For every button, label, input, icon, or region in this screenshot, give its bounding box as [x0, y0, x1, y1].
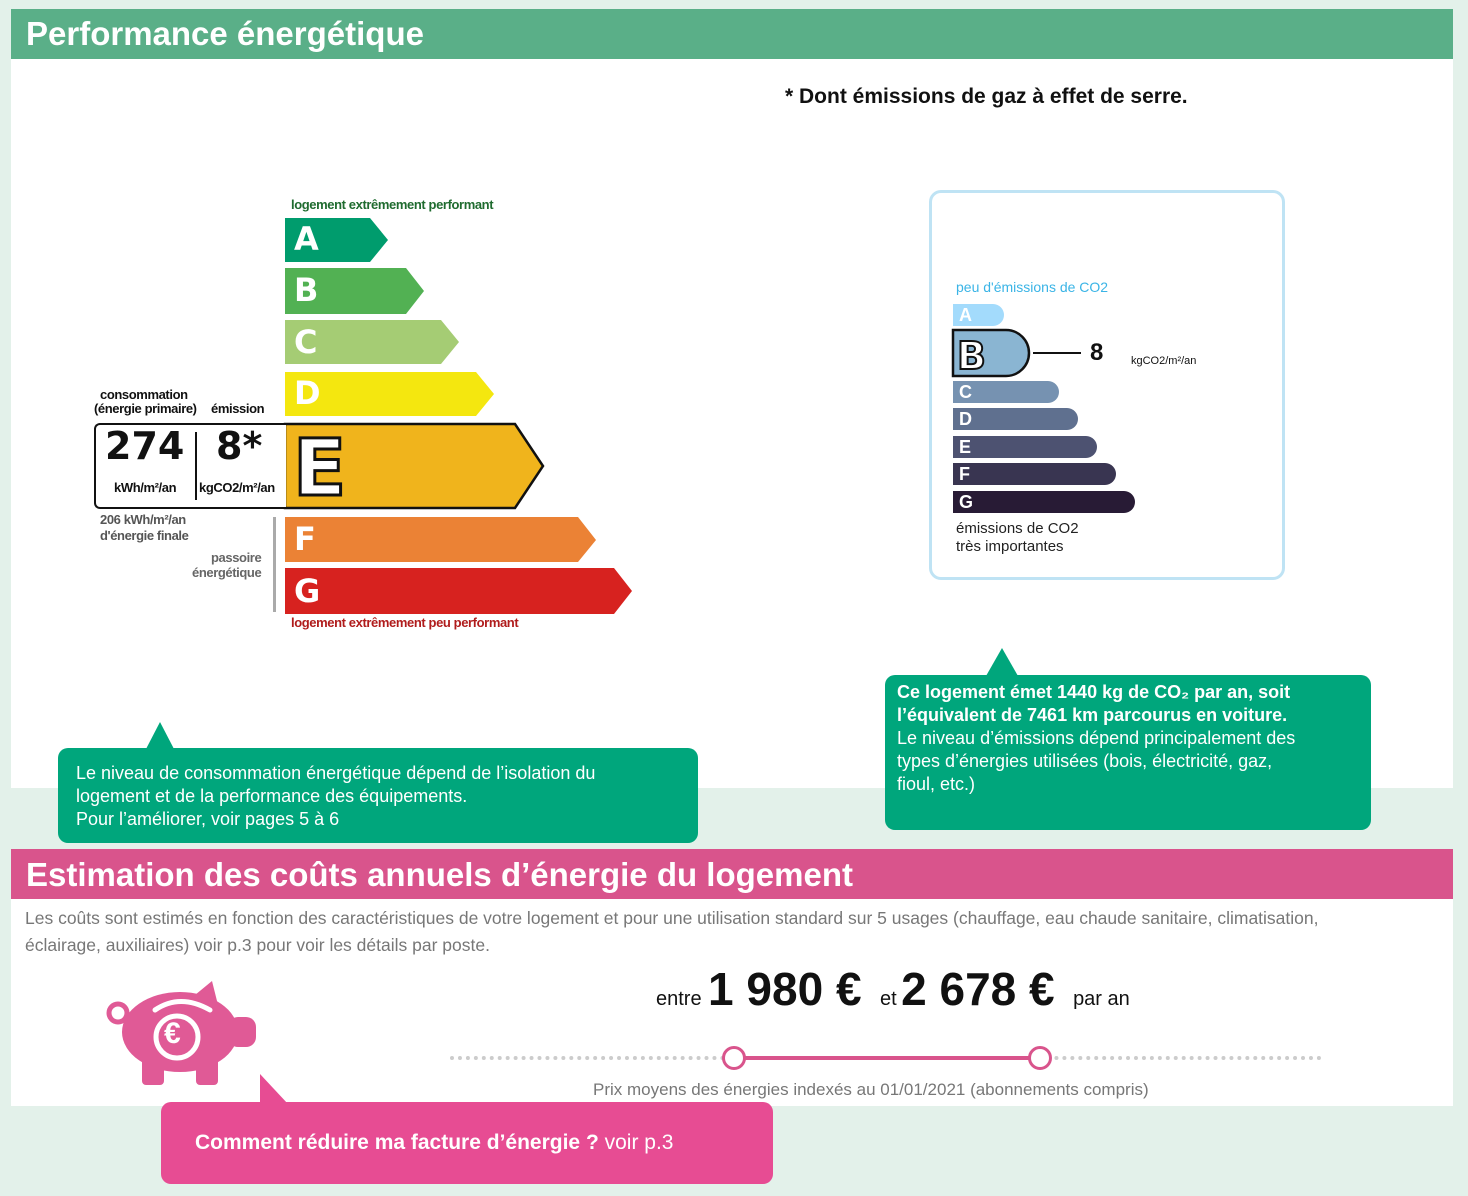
- bubble-right-line3: Le niveau d’émissions dépend principalement des: [897, 728, 1296, 748]
- passoire-sublabel: énergétique: [192, 565, 262, 580]
- dpe-letter-a: A: [294, 220, 319, 258]
- bubble-left-line1: Le niveau de consommation énergétique dépend de l’isolation du: [76, 763, 596, 783]
- ges-bottom-label: émissions de CO2: [956, 520, 1079, 537]
- bubble-left-line3: Pour l’améliorer, voir pages 5 à 6: [76, 809, 340, 829]
- dpe-letter-e: E: [293, 424, 347, 514]
- bubble-left-line2: logement et de la performance des équipements.: [76, 786, 468, 806]
- ges-top-label: peu d'émissions de CO2: [956, 279, 1109, 295]
- dpe-top-label: logement extrêmement performant: [291, 197, 494, 212]
- ges-bar-f: [953, 463, 1116, 485]
- min-cost: 1 980 €: [708, 963, 862, 1015]
- tip-bubble-tail: [260, 1074, 288, 1104]
- dpe-arrow-f: [285, 517, 596, 562]
- ges-scale: [950, 300, 1150, 520]
- ges-letter-f: F: [959, 464, 970, 484]
- ges-pointer-line: [1033, 352, 1081, 354]
- dpe-arrow-g: [285, 568, 632, 614]
- section-title: Performance énergétique: [26, 15, 424, 52]
- dpe-letter-b: B: [294, 271, 319, 309]
- final-energy-label: d'énergie finale: [100, 528, 189, 543]
- costs-description-2: éclairage, auxiliaires) voir p.3 pour voir les détails par poste.: [25, 935, 490, 955]
- range-min-handle: [722, 1046, 746, 1070]
- et-label: et: [879, 988, 897, 1010]
- ges-value: 8: [1090, 339, 1104, 366]
- bubble-right-line2: l’équivalent de 7461 km parcourus en voiture.: [897, 705, 1288, 725]
- consumption-value: 274: [105, 424, 185, 468]
- ges-letter-a: A: [959, 305, 972, 325]
- cost-range: [656, 962, 1130, 1016]
- piggy-bank-icon: [100, 975, 265, 1090]
- ges-letter-g: G: [959, 492, 974, 512]
- emission-label: émission: [211, 401, 265, 416]
- final-energy-value: 206 kWh/m²/an: [100, 512, 186, 527]
- section-header-costs: [11, 849, 1453, 899]
- piggy-euro-symbol: €: [164, 1017, 181, 1050]
- dpe-bottom-label: logement extrêmement peu performant: [291, 615, 519, 630]
- tip-link[interactable]: voir p.3: [598, 1131, 674, 1154]
- emission-info-bubble: [885, 675, 1371, 830]
- dpe-value-divider: [195, 432, 197, 500]
- consumption-sublabel: (énergie primaire): [94, 401, 197, 416]
- range-max-handle: [1028, 1046, 1052, 1070]
- tip-bold: Comment réduire ma facture d’énergie ?: [195, 1131, 599, 1154]
- costs-description-1: Les coûts sont estimés en fonction des caractéristiques de votre logement et pour une utilisation standard sur 5 usages (chauffage, eau chaude sanitaire, climatisation,: [25, 908, 1319, 928]
- bubble-right-line5: fioul, etc.): [897, 774, 976, 794]
- emission-unit: kgCO2/m²/an: [199, 480, 275, 495]
- ges-bar-g: [953, 491, 1135, 513]
- range-track-filled: [734, 1056, 1040, 1060]
- ges-bar-e: [953, 436, 1097, 458]
- max-cost: 2 678 €: [901, 963, 1055, 1015]
- ges-letter-c: C: [959, 382, 972, 402]
- dpe-letter-c: C: [294, 323, 318, 361]
- price-note: Prix moyens des énergies indexés au 01/01/2021 (abonnements compris): [593, 1080, 1149, 1099]
- tip-bubble[interactable]: [161, 1102, 773, 1184]
- bubble-right-line4: types d’énergies utilisées (bois, électricité, gaz,: [897, 751, 1273, 771]
- passoire-divider: [273, 517, 276, 612]
- consumption-info-bubble: [58, 748, 698, 843]
- dpe-scale: [280, 210, 640, 620]
- dpe-letter-f: F: [294, 520, 316, 558]
- consumption-unit: kWh/m²/an: [114, 480, 177, 495]
- bubble-left-tail: [146, 722, 174, 749]
- ges-bottom-sublabel: très importantes: [956, 538, 1064, 555]
- ges-letter-d: D: [959, 409, 972, 429]
- emission-value: 8*: [216, 424, 263, 468]
- ges-letter-b: B: [957, 334, 986, 378]
- ges-letter-e: E: [959, 437, 972, 457]
- bubble-right-tail: [986, 648, 1018, 676]
- bubble-right-line1: Ce logement émet 1440 kg de CO₂ par an, soit: [897, 682, 1291, 702]
- ges-unit: kgCO2/m²/an: [1131, 355, 1197, 367]
- section-title: Estimation des coûts annuels d’énergie du logement: [26, 856, 853, 893]
- ges-note: * Dont émissions de gaz à effet de serre.: [785, 85, 1188, 108]
- passoire-label: passoire: [211, 550, 262, 565]
- entre-label: entre: [656, 988, 702, 1010]
- dpe-letter-g: G: [294, 572, 321, 610]
- consumption-label: consommation: [100, 387, 188, 402]
- par-an-label: par an: [1073, 988, 1130, 1010]
- section-header-performance: [11, 9, 1453, 59]
- dpe-letter-d: D: [294, 374, 321, 412]
